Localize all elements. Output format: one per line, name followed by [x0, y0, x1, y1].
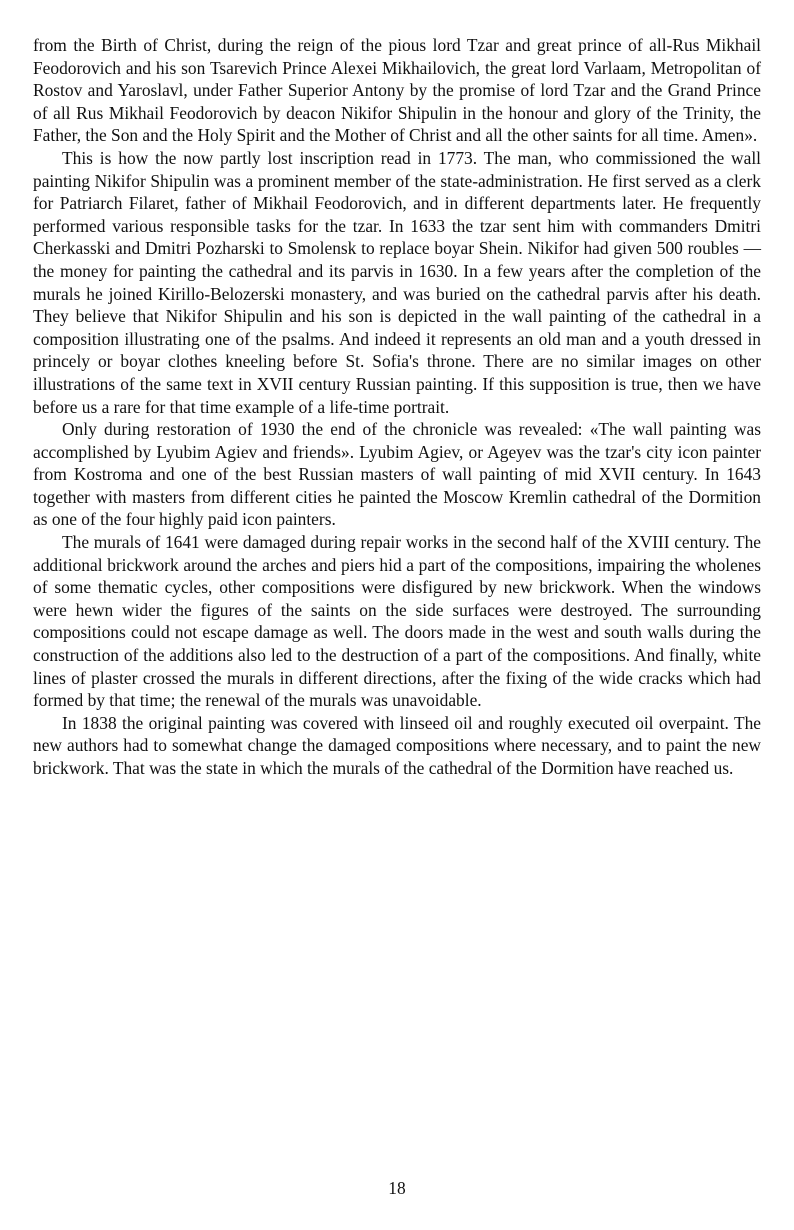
paragraph-damage: The murals of 1641 were damaged during repair works in the second half of the XVIII century. The additional brickwork around the arches and piers hid a part of the compositions, impairing the wholenes of some thematic cycles, other compositions were disfigured by new brickwork. When the windows were hewn wider the figures of the saints on the side surfaces were destroyed. The surrounding compositions could not escape damage as well. The doors made in the west and south walls during the construction of the additions also led to the destruction of a part of the compositions. And finally, white lines of plaster crossed the murals in different directions, after the fixing of the wide cracks which had formed by that time; the renewal of the murals was unavoidable.: [33, 532, 761, 711]
paragraph-continuation: from the Birth of Christ, during the reign of the pious lord Tzar and great prince of all-Rus Mikhail Feodorovich and his son Tsarevich Prince Alexei Mikhailovich, the great lord Varlaam, Metropolitan of Rostov and Yaroslavl, under Father Superior Antony by the promise of lord Tzar and the Grand Prince of all Rus Mikhail Feodorovich by deacon Nikifor Shipulin in the honour and glory of the Trinity, the Father, the Son and the Holy Spirit and the Mother of Christ and all the other saints for all time. Amen».: [33, 35, 761, 146]
page-number: 18: [388, 1178, 406, 1198]
paragraph-agiev: Only during restoration of 1930 the end of the chronicle was revealed: «The wall painting was accomplished by Lyubim Agiev and friends». Lyubim Agiev, or Ageyev was the tzar's city icon painter from Kostroma and one of the best Russian masters of wall painting of mid XVII century. In 1643 together with masters from different cities he painted the Moscow Kremlin cathedral of the Dormition as one of the four highly paid icon painters.: [33, 419, 761, 530]
page-body: [33, 34, 761, 780]
paragraph-shipulin: This is how the now partly lost inscription read in 1773. The man, who commissioned the wall painting Nikifor Shipulin was a prominent member of the state-administration. He first served as a clerk for Patriarch Filaret, father of Mikhail Feodorovich, and in different departments later. He frequently performed various responsible tasks for the tzar. In 1633 the tzar sent him with commanders Dmitri Cherkasski and Dmitri Pozharski to Smolensk to replace boyar Shein. Nikifor had given 500 roubles — the money for painting the cathedral and its parvis in 1630. In a few years after the completion of the murals he joined Kirillo-Belozerski monastery, and was buried on the cathedral parvis after his death. They believe that Nikifor Shipulin and his son is depicted in the wall painting of the cathedral in a composition illustrating one of the psalms. And indeed it represents an old man and a youth dressed in princely or boyar clothes kneeling before St. Sofia's throne. There are no similar images on other illustrations of the same text in XVII century Russian painting. If this supposition is true, then we have before us a rare for that time example of a life-time portrait.: [33, 147, 761, 417]
paragraph-overpaint: In 1838 the original painting was covered with linseed oil and roughly executed oil overpaint. The new authors had to somewhat change the damaged compositions where necessary, and to paint the new brickwork. That was the state in which the murals of the cathedral of the Dormition have reached us.: [33, 712, 761, 778]
